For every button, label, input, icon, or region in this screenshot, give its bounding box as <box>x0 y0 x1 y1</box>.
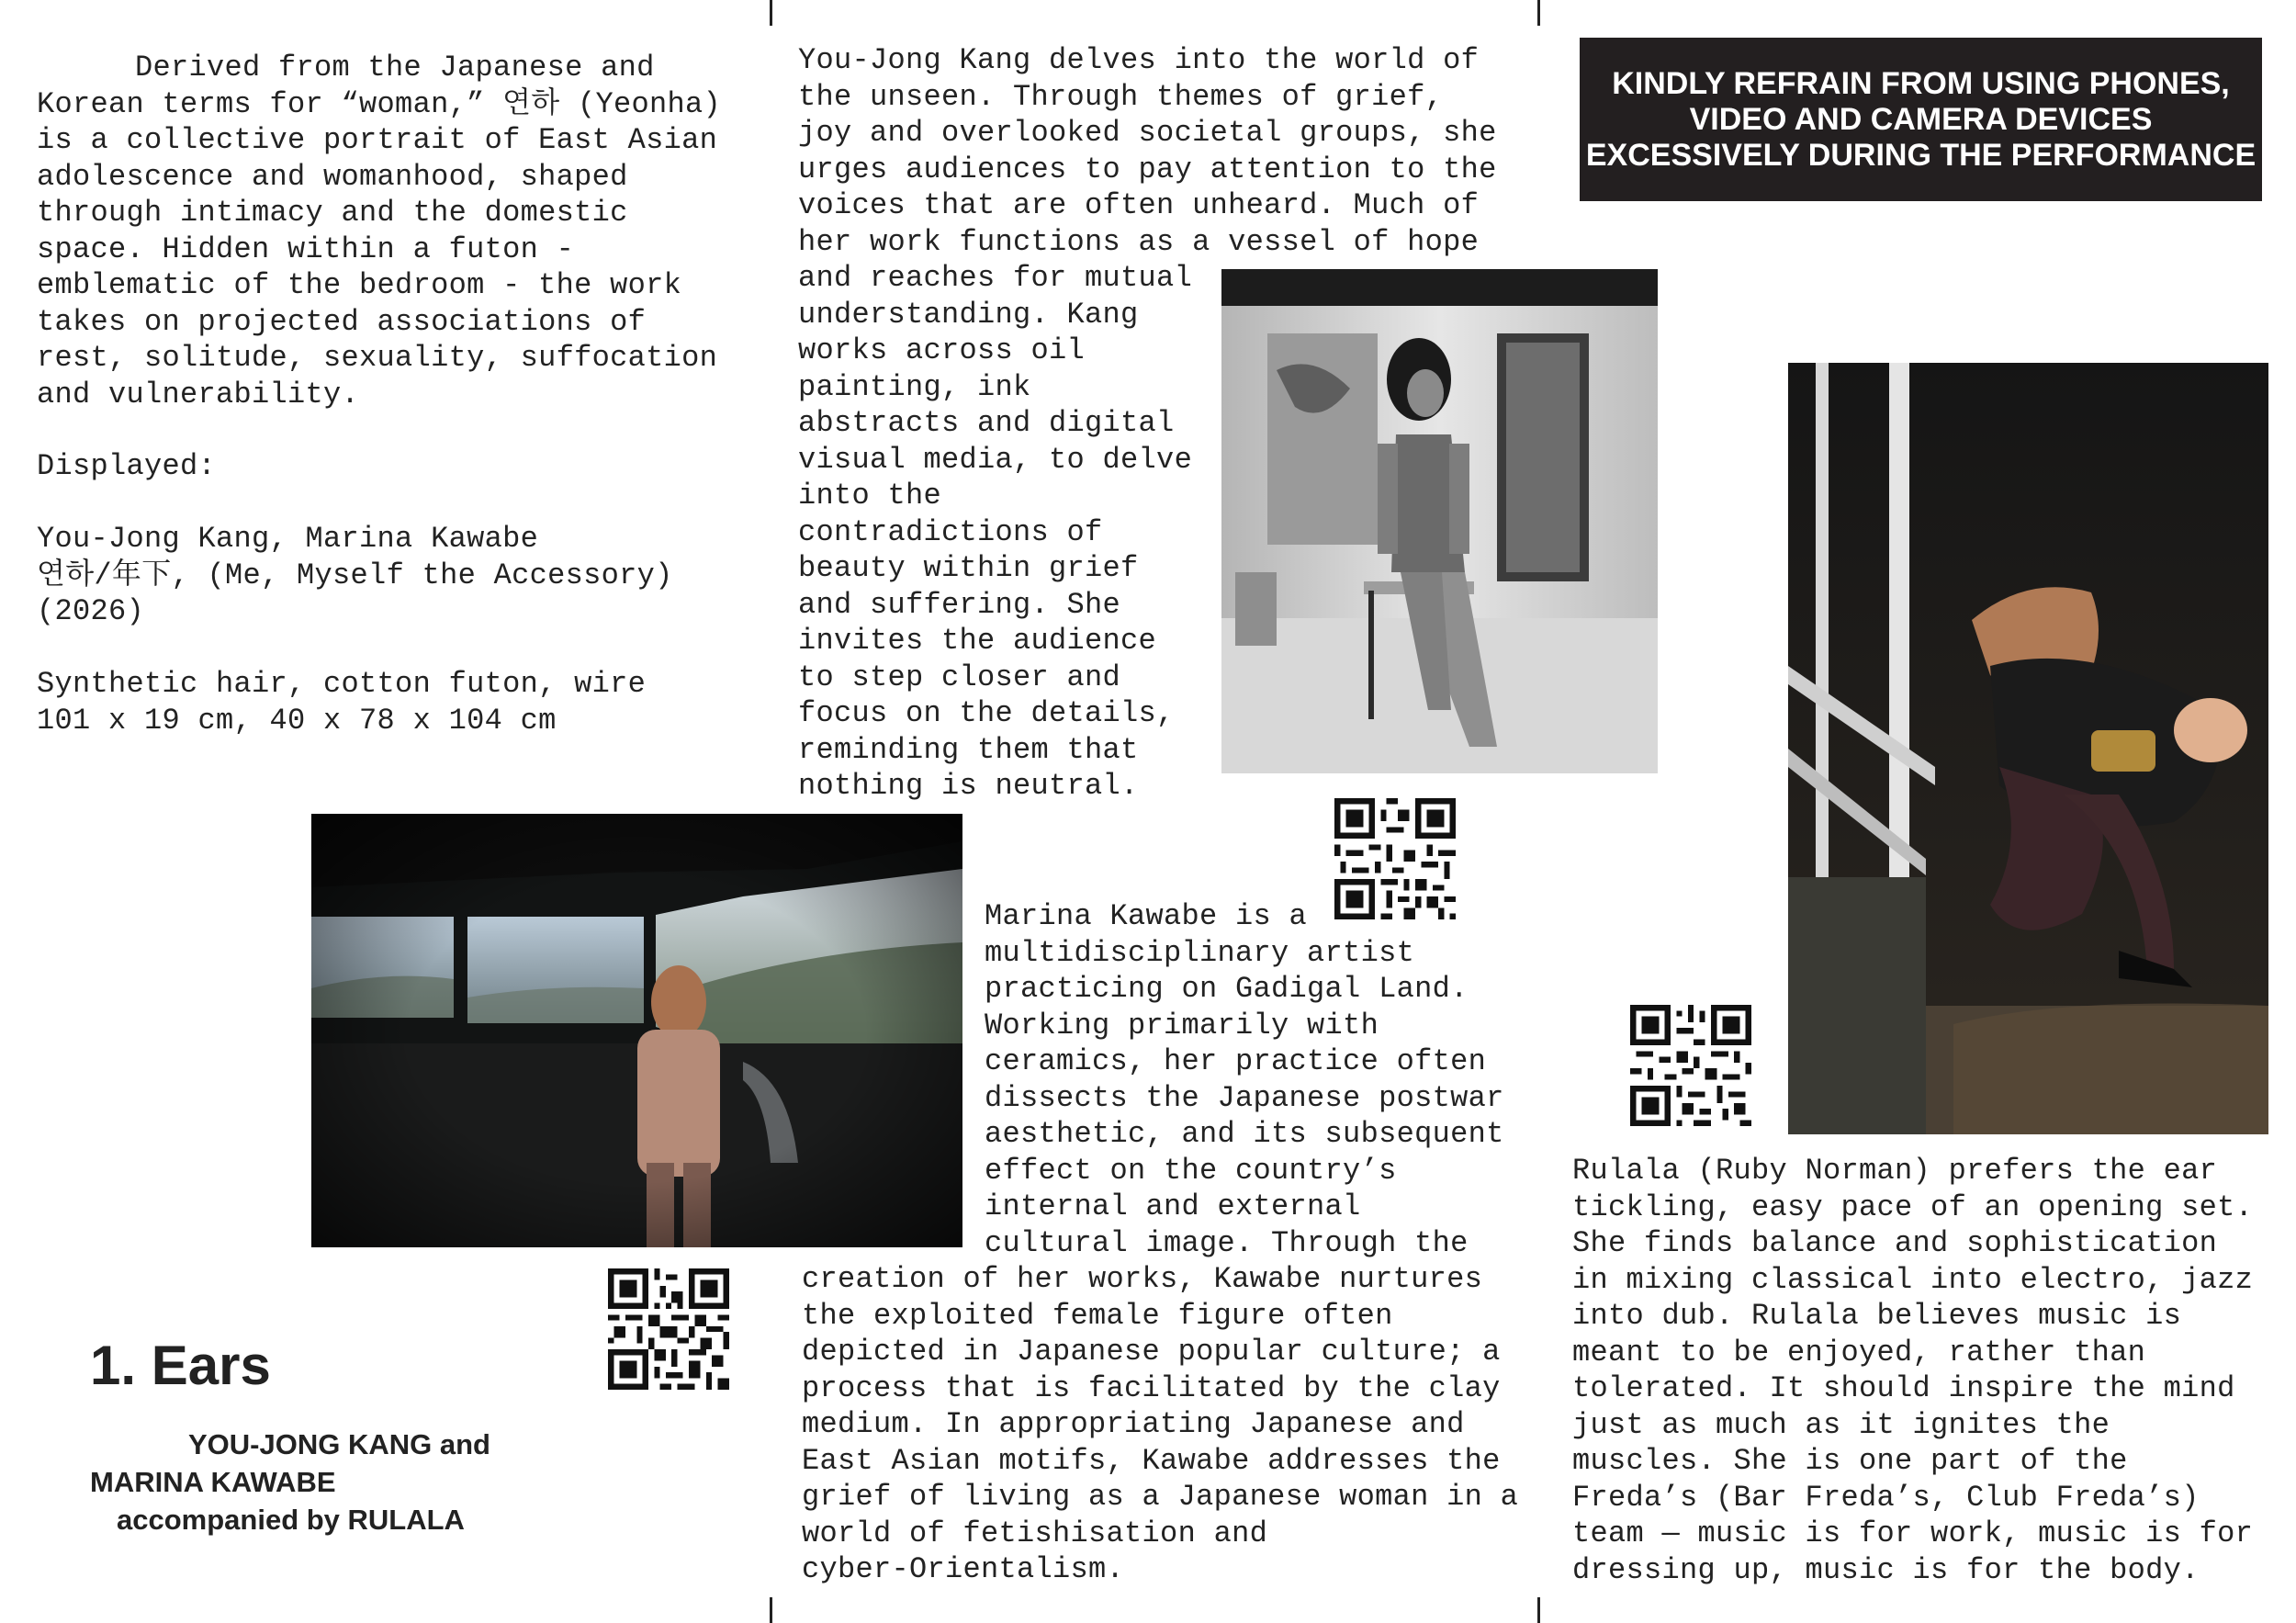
installation-photo <box>311 814 962 1247</box>
program-title <box>90 1334 271 1397</box>
credits-line-2: MARINA KAWABE <box>90 1466 336 1498</box>
rulala-bio: Rulala (Ruby Norman) prefers the ear tickling, easy pace of an opening set. She finds balance and sophistication in mixing classical into electro, jazz into dub. Rulala believes music is meant to be enjoyed, rather than tolerated. It should inspire the mind just as much as it ignites the muscles. She is one part of the Freda’s (Bar Freda’s, Club Freda’s) team — music is for work, music is for dressing up, music is for the body. <box>1572 1154 2254 1587</box>
qr-code-icon[interactable] <box>608 1268 729 1390</box>
credits-line-3: accompanied by RULALA <box>117 1504 465 1536</box>
program-number: 1. <box>90 1335 137 1396</box>
qr-code-icon[interactable] <box>1630 1005 1751 1126</box>
kang-portrait-photo <box>1221 269 1658 773</box>
fold-mark-top-left <box>770 0 772 26</box>
notice-line-1: KINDLY REFRAIN FROM USING PHONES, <box>1612 65 2230 101</box>
program-title-text: Ears <box>151 1335 271 1396</box>
credits-line-1: YOU-JONG KANG and <box>188 1428 490 1460</box>
work-materials: Synthetic hair, cotton futon, wire 101 x 19 cm, 40 x 78 x 104 cm <box>37 667 647 738</box>
notice-line-2: VIDEO AND CAMERA DEVICES <box>1689 101 2153 137</box>
phone-notice-banner <box>1580 38 2262 201</box>
fold-mark-bottom-right <box>1537 1597 1540 1623</box>
kawabe-bio-narrow: Marina Kawabe is a multidisciplinary artist practicing on Gadigal Land. Working primarily with ceramics, her practice often dissects the Japanese postwar aesthetic, and its subsequent effect on the country’s internal and external cultural image. Through the <box>985 899 1504 1260</box>
fold-mark-bottom-left <box>770 1597 772 1623</box>
work-credit: You-Jong Kang, Marina Kawabe 연하/年下, (Me, Myself the Accessory) (2026) <box>37 522 673 628</box>
displayed-label: Displayed: <box>37 449 217 483</box>
kang-bio-narrow: and reaches for mutual understanding. Kang works across oil painting, ink abstracts and digital visual media, to delve into the contradictions of beauty within grief and suffering. She invites the audience to step closer and focus on the details, reminding them that nothing is neutral. <box>798 261 1193 803</box>
intro-paragraph: Derived from the Japanese and Korean terms for “woman,” 연하 (Yeonha) is a collective portrait of East Asian adolescence and womanhood, shaped through intimacy and the domestic space. Hidden within a futon - emblematic of the bedroom - the work takes on projected associations of rest, solitude, sexuality, suffocation and vulnerability. <box>37 51 722 411</box>
kawabe-bio-wide: creation of her works, Kawabe nurtures the exploited female figure often depicted in Japanese popular culture; a process that is facilitated by the clay medium. In appropriating Japanese and East Asian motifs, Kawabe addresses the grief of living as a Japanese woman in a world of fetishisation and cyber-Orientalism. <box>802 1262 1519 1586</box>
kang-bio-top: You-Jong Kang delves into the world of the unseen. Through themes of grief, joy and overlooked societal groups, she urges audiences to pay attention to the voices that are often unheard. Much of her work functions as a vessel of hope <box>798 43 1497 259</box>
notice-line-3: EXCESSIVELY DURING THE PERFORMANCE <box>1585 137 2257 173</box>
fold-mark-top-right <box>1537 0 1540 26</box>
rulala-photo <box>1788 363 2268 1134</box>
